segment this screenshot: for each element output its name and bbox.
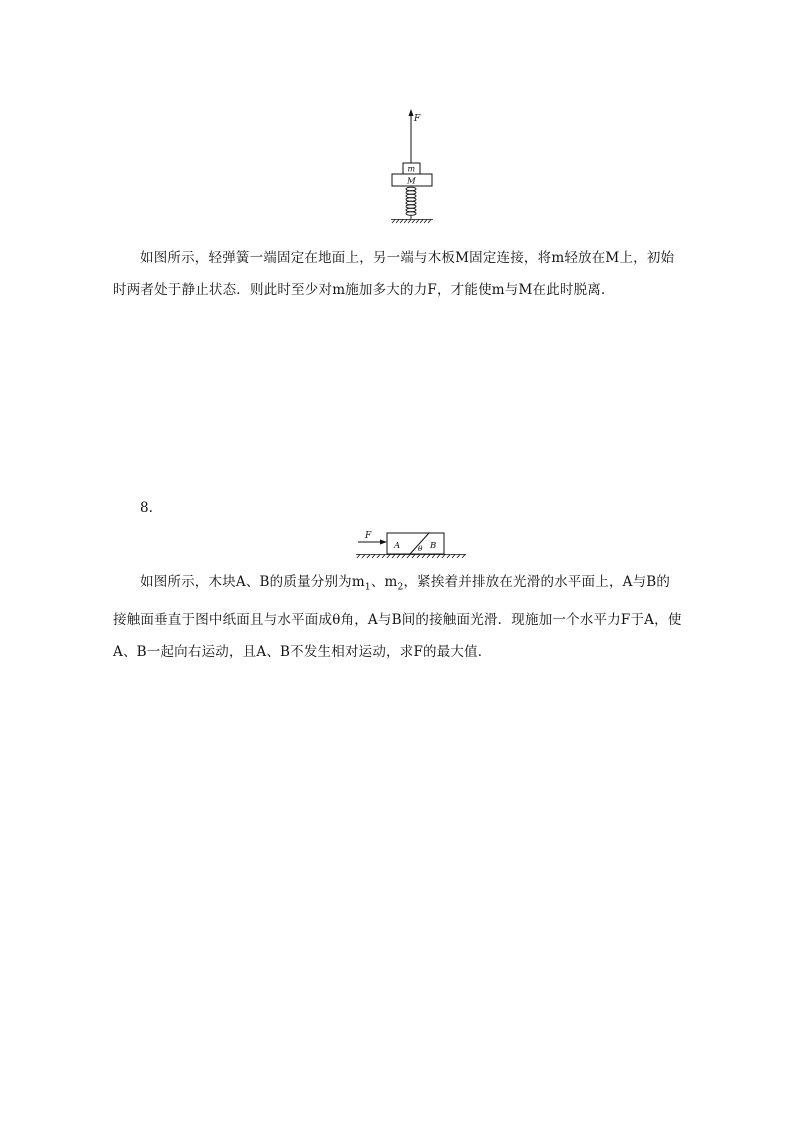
problem7-text: 如图所示，轻弹簧一端固定在地面上，另一端与木板M固定连接，将m轻放在M上，初始时两者处于静止状态．则此时至少对m施加多大的力F，才能使m与M在此时脱离．: [113, 250, 675, 298]
force-arrowhead: [409, 109, 414, 116]
text-segment: 如图所示，木块A、B的质量分别为m: [140, 574, 365, 590]
text-segment: ，紧挨着并排放在光滑的水平面上，A与B的接触面垂直于图中纸面且与水平面成θ角，A与B间的接触面光滑．现施加一个水平力F于A，使A、B一起向右运动，且A、B不发生相对运动，求F的最大值．: [113, 574, 682, 660]
spring: [406, 187, 416, 219]
blocks-incline-figure: [354, 526, 469, 562]
subscript: 1: [364, 582, 371, 593]
problem8-text: [113, 566, 683, 668]
board-M-label: M: [407, 176, 416, 187]
block-m-label: m: [407, 164, 416, 174]
block-a-label: A: [394, 541, 401, 551]
force-label: F: [414, 114, 421, 124]
subscript: 2: [397, 582, 404, 593]
text-segment: 、m: [370, 574, 398, 590]
angle-label: θ: [418, 544, 423, 553]
ground-hatching: [356, 555, 466, 559]
ground-hatching: [391, 220, 433, 224]
spring-board-figure: [380, 105, 440, 230]
force-arrowhead: [380, 540, 387, 545]
block-b-label: B: [430, 541, 437, 551]
force-label: F: [365, 531, 372, 541]
problem8-number: 8.: [140, 500, 153, 516]
